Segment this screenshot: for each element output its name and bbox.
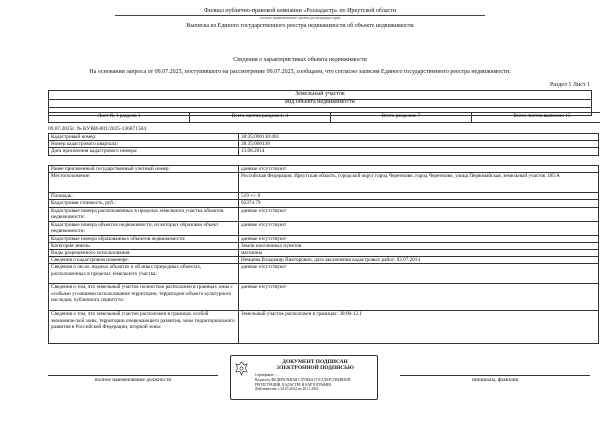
detail-label: Виды разрешенного использования: (49, 250, 239, 257)
detail-label: Кадастровые номера объектов недвижимости, из которых образован объект недвижимости: (49, 221, 239, 235)
detail-label: Кадастровые номера образованных объектов недвижимости: (49, 235, 239, 242)
detail-label: Сведения о том, что земельный участок расположен в границах особой экономической зоны, территории опережающего развития, зоны территориального развития в Российской Федерации, игорной зоны: (49, 311, 239, 344)
detail-value: данные отсутствуют (239, 264, 599, 284)
sheet-count-row (48, 112, 600, 123)
request-statement: На основании запроса от 09.07.2025, поступившего на рассмотрение 09.07.2025, сообщаем, что согласно записям Единого государственного реестра недвижимости: (89, 69, 511, 75)
detail-value: Российская Федерация, Иркутская область, городской округ город Черемхово, город Черемхово, улица Первомайская, земельный участок 185/А (239, 173, 599, 193)
detail-value: данные отсутствуют (239, 221, 599, 235)
detail-label: Сведения о том, что земельный участок полностью расположен в границах зоны с особыми условиями использования территории, территории объекта культурного наследия, публичного сервитута: (49, 284, 239, 311)
document-title: Выписка из Единого государственного реестра недвижимости об объекте недвижимости (186, 23, 414, 29)
detail-label: Площадь: (49, 193, 239, 200)
stamp-title-2: ЭЛЕКТРОННОЙ ПОДПИСЬЮ (276, 365, 354, 371)
characteristics-table (48, 165, 599, 344)
section-label: Раздел 1 Лист 1 (549, 82, 590, 88)
detail-label: Кадастровая стоимость, руб.: (49, 200, 239, 207)
position-caption: полное наименование должности (94, 377, 172, 383)
cadastral-meta-table (48, 133, 599, 156)
meta-label: Номер кадастрового квартала: (49, 141, 239, 148)
sheet-number: Лист № 1 раздела 1 (49, 113, 190, 123)
object-kind: Земельный участок (295, 91, 345, 97)
detail-value: данные отсутствуют (239, 284, 599, 311)
organization-name: Филиал публично-правовой компании «Роскадастр» по Иркутской области (115, 8, 485, 16)
object-kind-caption: вид объекта недвижимости (285, 99, 355, 105)
stamp-title: ДОКУМЕНТ ПОДПИСАН (282, 359, 348, 365)
meta-value: 38:35:000138:461 (239, 134, 599, 141)
total-section-sheets: Всего листов раздела 1: 3 (190, 113, 331, 123)
detail-label: Сведения о кадастровом инженере: (49, 257, 239, 264)
detail-label: Категория земель: (49, 242, 239, 249)
electronic-signature-stamp (230, 355, 378, 400)
detail-label: Местоположение: (49, 173, 239, 193)
meta-value: 38:35:000138 (239, 141, 599, 148)
detail-value: данные отсутствуют (239, 166, 599, 173)
meta-value: 13.08.2014 (239, 148, 599, 155)
detail-value: магазины (239, 250, 599, 257)
detail-value: 519 +/- 8 (239, 193, 599, 200)
detail-value: Немцева Владимир Викторович, дата заключения кадастровых работ: 02.07.2014 (239, 257, 599, 264)
meta-label: Дата присвоения кадастрового номера: (49, 148, 239, 155)
detail-value: данные отсутствуют (239, 235, 599, 242)
meta-label: Кадастровый номер: (49, 134, 239, 141)
document-subtitle: Сведения о характеристиках объекта недвижимости (233, 57, 367, 63)
detail-value: Земельный участок расположен в границах: 38:00-12.1 (239, 311, 599, 344)
stamp-line: РЕГИСТРАЦИИ, КАДАСТРА И КАРТОГРАФИИ (255, 382, 331, 387)
detail-label: Ранее присвоенный государственный учетный номер: (49, 166, 239, 173)
stamp-line: Сертификат: ... (255, 373, 278, 377)
detail-value: 93374.79 (239, 200, 599, 207)
document-date-number: 09.07.2025г. № КУВИ-001/2025-136871504 (48, 126, 147, 132)
name-line (400, 375, 590, 376)
total-sections: Всего разделов: 7 (331, 113, 472, 123)
position-line (48, 375, 218, 376)
stamp-line: Владелец: ФЕДЕРАЛЬНАЯ СЛУЖБА ГОСУДАРСТВЕННОЙ (255, 377, 351, 382)
detail-value: данные отсутствуют (239, 207, 599, 221)
name-caption: инициалы, фамилия (471, 377, 519, 383)
coat-of-arms-icon (235, 361, 248, 376)
detail-label: Кадастровые номера расположенных в пределах земельного участка объектов недвижимости: (49, 207, 239, 221)
detail-value: Земли населенных пунктов (239, 242, 599, 249)
stamp-line: Действителен: с 02.05.2024 по 28.11.2025 (255, 387, 319, 392)
total-sheets: Всего листов выписки: 15 (472, 113, 600, 123)
detail-label: Сведения о лесах, водных объектах и об иных природных объектах, расположенных в пределах земельного участка: (49, 264, 239, 284)
organization-caption: полное наименование органа регистрации прав (259, 15, 341, 20)
